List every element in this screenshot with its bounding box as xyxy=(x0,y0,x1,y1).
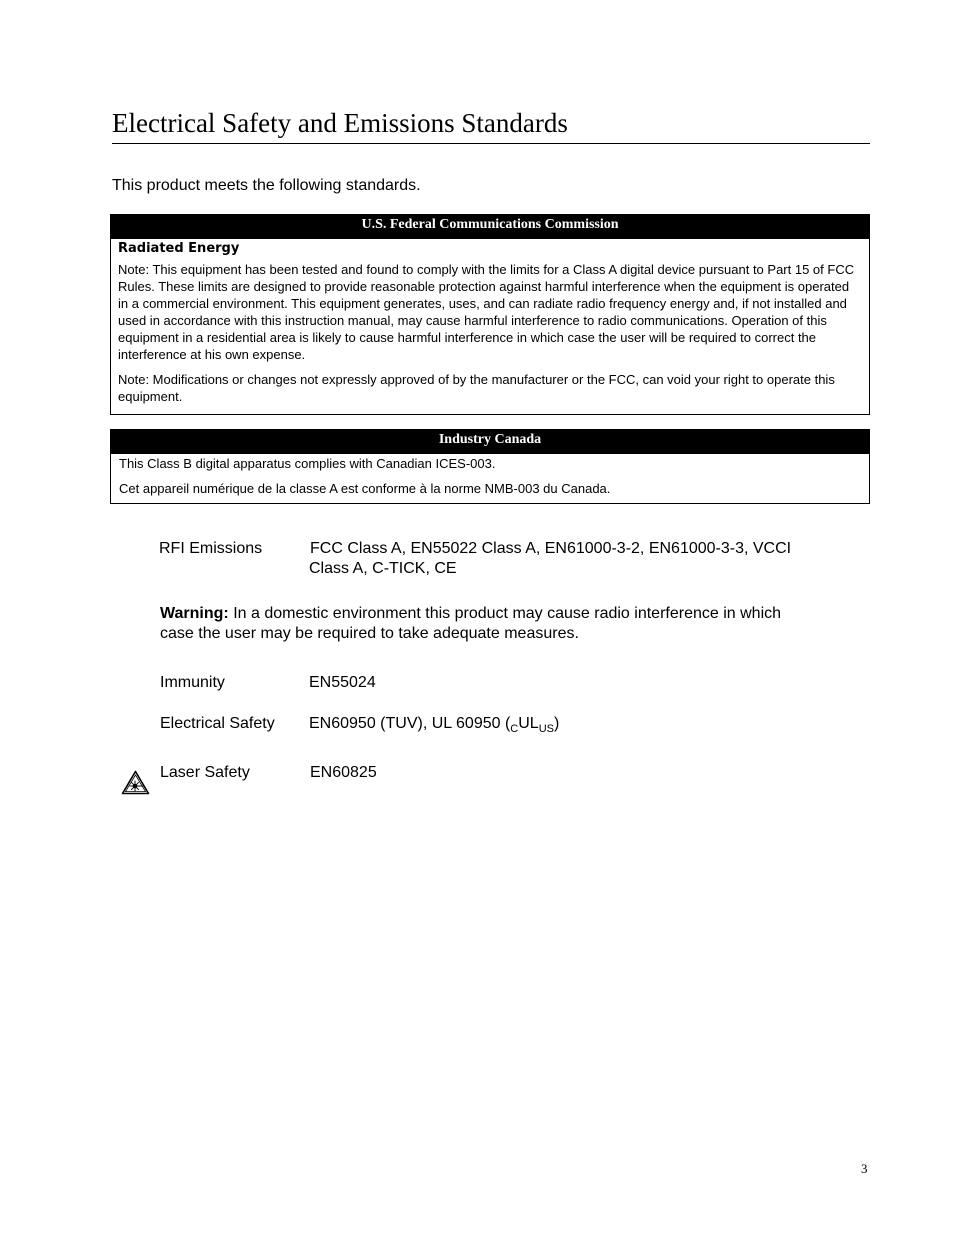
spec-immunity xyxy=(160,673,560,695)
canada-paragraph-2: Cet appareil numérique de la classe A est conforme à la norme NMB-003 du Canada. xyxy=(119,481,611,496)
spec-electrical-safety-label: Electrical Safety xyxy=(160,715,275,732)
fcc-paragraph-2: Note: Modifications or changes not expressly approved of by the manufacturer or the FCC, can void your right to operate this equipment. xyxy=(118,372,835,404)
warning-text: In a domestic environment this product may cause radio interference in which case the user may be required to take adequate measures. xyxy=(160,605,782,642)
spec-electrical-safety-value xyxy=(309,714,559,734)
canada-paragraph-1: This Class B digital apparatus complies with Canadian ICES-003. xyxy=(119,456,496,471)
canada-box xyxy=(110,429,870,504)
page-number: 3 xyxy=(861,1161,868,1176)
intro-text: This product meets the following standards. xyxy=(112,177,421,194)
spec-rfi xyxy=(159,539,859,581)
cul-sub-c: C xyxy=(510,723,519,735)
fcc-subheading: Radiated Energy xyxy=(118,241,240,256)
warning-note xyxy=(160,604,800,644)
cul-ul: UL xyxy=(518,715,539,732)
spec-immunity-label: Immunity xyxy=(160,674,225,691)
spec-immunity-value: EN55024 xyxy=(309,674,376,691)
warning-label: Warning: xyxy=(160,605,229,622)
spec-rfi-value-line-1: FCC Class A, EN55022 Class A, EN61000-3-2, EN61000-3-3, VCCI xyxy=(310,540,792,557)
page-title: Electrical Safety and Emissions Standards xyxy=(112,106,870,144)
fcc-box-header: U.S. Federal Communications Commission xyxy=(111,215,869,239)
spec-laser-safety-value: EN60825 xyxy=(310,764,377,781)
laser-warning-icon xyxy=(121,770,150,795)
spec-electrical-safety xyxy=(160,714,760,740)
electrical-safety-prefix: EN60950 (TUV), UL 60950 ( xyxy=(309,715,511,732)
spec-laser-safety-label: Laser Safety xyxy=(160,764,250,781)
cul-sub-us: US xyxy=(538,723,554,735)
fcc-paragraph-1: Note: This equipment has been tested and found to comply with the limits for a Class A digital device pursuant to Part 15 of FCC Rules. These limits are designed to provide reasonable protection against harmful interference when the equipment is operated in a commercial environment. This equipment generates, uses, and can radiate radio frequency energy and, if not installed and used in accordance with this instruction manual, may cause harmful interference to radio communications. Operation of this equipment in a residential area is likely to cause harmful interference in which case the user will be required to correct the interference at his own expense. xyxy=(118,262,855,362)
electrical-safety-suffix: ) xyxy=(553,715,560,732)
fcc-box xyxy=(110,214,870,415)
canada-box-header: Industry Canada xyxy=(111,430,869,454)
spec-laser-safety xyxy=(160,763,560,785)
spec-rfi-value-line-2: Class A, C-TICK, CE xyxy=(309,560,457,577)
spec-rfi-label: RFI Emissions xyxy=(159,540,263,557)
